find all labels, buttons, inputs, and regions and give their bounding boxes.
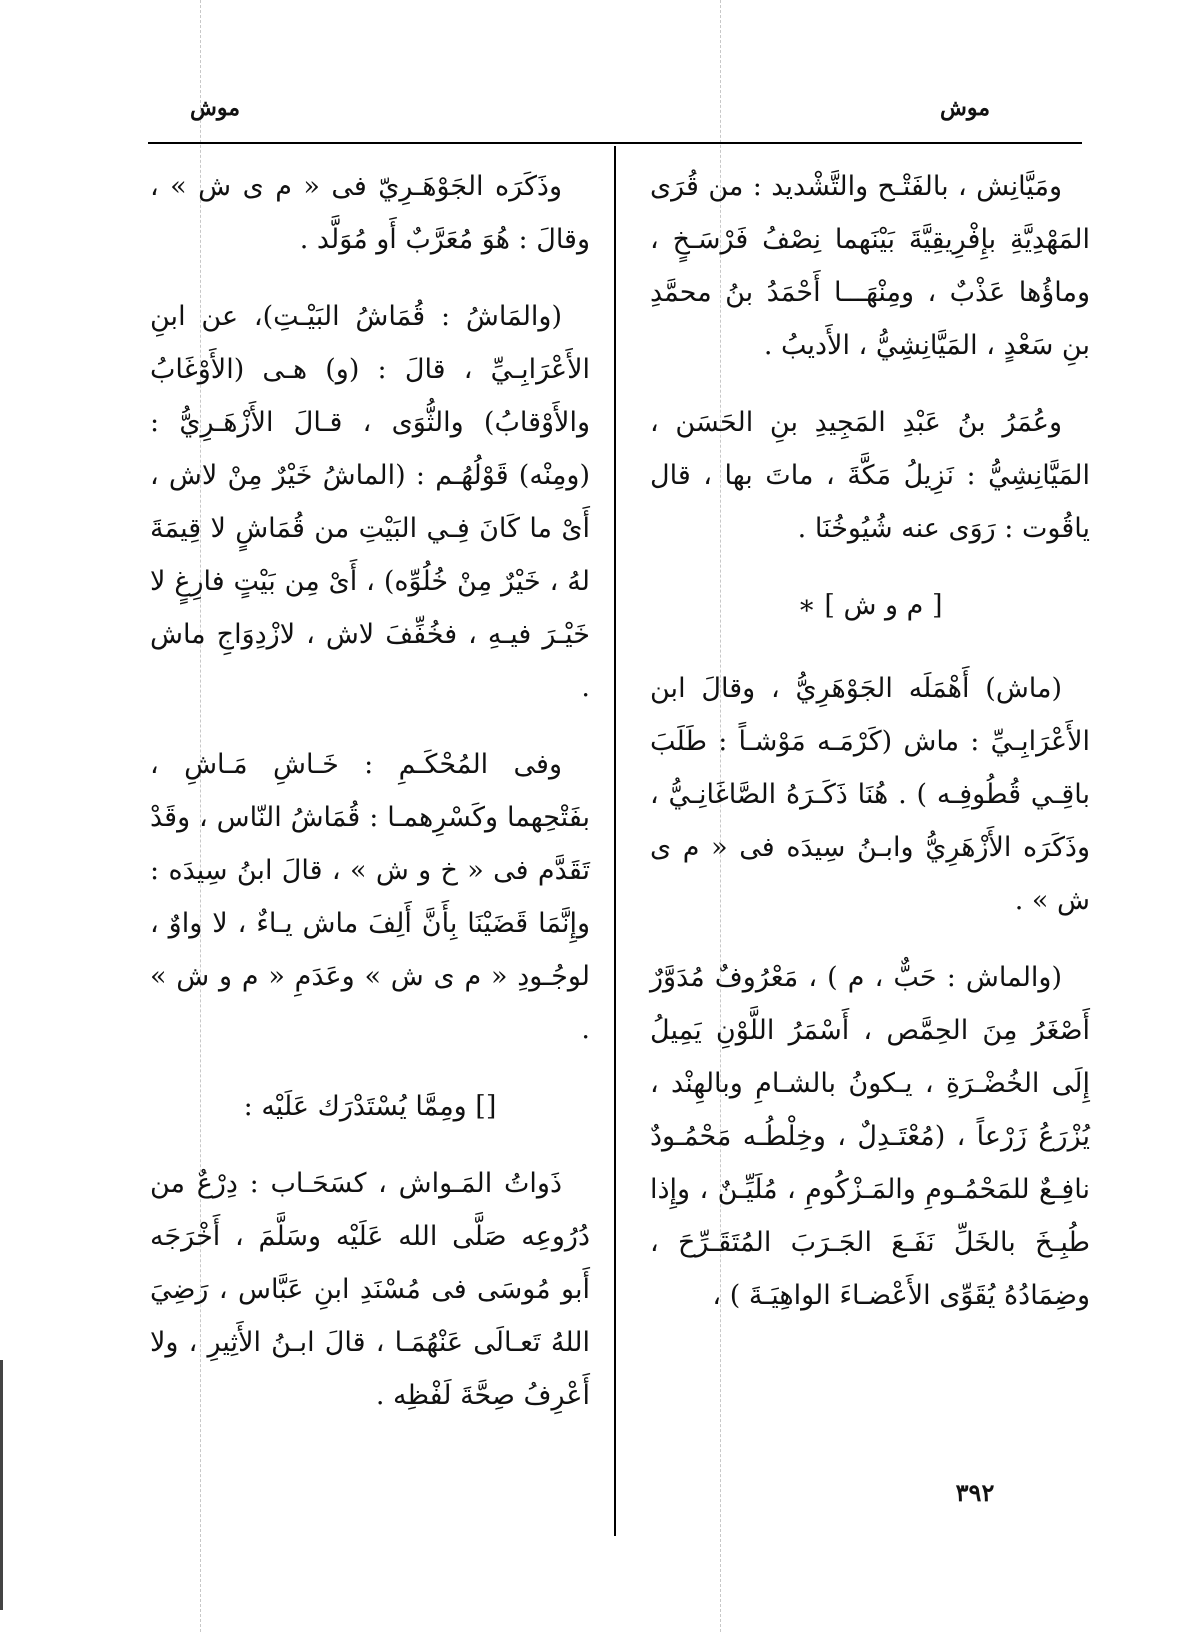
entry-heading-mwsh: [ م و ش ] ∗ [797, 590, 943, 621]
paragraph-qumash: (والمَاشُ : قُمَاشُ البَيْـتِ)، عن ابنِ الأَعْرَابِـيِّ ، قالَ : (و) هـى (الأَوْغَابُ والأَوْقابُ) والثُّوَى ، قـالَ الأَزْهَـرِيُّ : (ومِنْه) قَوْلُهُـم : (الماشُ خَيْرٌ مِنْ لاش ، أَىْ ما كَانَ فِـي البَيْتِ من قُمَاشٍ لا قِيمَةَ لهُ ، خَيْرٌ مِنْ خُلُوِّه) ، أَىْ مِن بَيْتٍ فارِغٍ لا خَيْـرَ فيـهِ ، فخُفِّفَ لاش ، لازْدِوَاجِ ماش . [150, 301, 590, 703]
paragraph-mash-entry: (ماش) أَهْمَلَه الجَوْهَرِيُّ ، وقالَ ابن الأَعْرَابِـيِّ : ماش (كَرْمَـه مَوْشـاً : طَلَبَ باقِـي قُطُوفِـه ) . هُنَا ذَكَـرَهُ الصَّاغَانِـيُّ ، وذَكَرَه الأَزْهَرِيُّ وابـنُ سِيدَه فى « م ى ش » . [650, 673, 1090, 916]
header-headword-left: موش [190, 95, 241, 121]
paragraph-jawhari: وذَكَرَه الجَوْهَـرِيّ فى « م ى ش » ، وقالَ : هُوَ مُعَرَّبٌ أَو مُوَلَّد . [150, 171, 590, 255]
paragraph-mash-grain: (والماش : حَبٌّ ، م ) ، مَعْرُوفٌ مُدَوَّرٌ أَصْغَرُ مِنَ الحِمَّص ، أَسْمَرُ اللَّوْنِ يَمِيلُ إِلَى الخُضْـرَةِ ، يـكونُ بالشـامِ وبالهِنْد ، يُزْرَعُ زَرْعاً ، (مُعْتَـدِلٌ ، وخِلْطُـه مَحْمُـودٌ نافِـعٌ للمَحْمُـومِ والمَـزْكُومِ ، مُلَيِّـنٌ ، وإِذا طُبِـخَ بالخَلِّ نَفَـعَ الجَـرَبَ المُتَقَـرِّحَ ، وضِمَادُهُ يُقَوِّى الأَعْضـاءَ الواهِيَـةَ ) ، [650, 962, 1090, 1311]
paragraph-dhawat-al-mawash: ذَواتُ المَـواش ، كسَحَـاب : دِرْعٌ من دُرُوعِه صَلَّى الله عَلَيْه وسَلَّمَ ، أَخْرَجَه أَبو مُوسَى فى مُسْنَدِ ابنِ عَبَّاس ، رَضِيَ اللهُ تَعـالَى عَنْهُمَـا ، قالَ ابـنُ الأَثِيرِ ، ولا أَعْرِفُ صِحَّةَ لَفْظِه . [150, 1168, 590, 1411]
right-column [650, 160, 1090, 1346]
column-divider [614, 146, 616, 1536]
page-header [150, 95, 1080, 135]
addendum-heading: [] ومِمَّا يُسْتَدْرَك عَلَيْه : [243, 1091, 497, 1122]
left-column [150, 160, 590, 1446]
header-headword-right: موش [939, 95, 990, 121]
header-rule [148, 142, 1082, 144]
paragraph-muhkam: وفى المُحْكَـمِ : خَـاشِ مَـاشِ ، بفَتْحِهما وكَسْرِهمـا : قُمَاشُ النّاس ، وقَدْ تَقَدَّم فى « خ و ش » ، قالَ ابنُ سِيدَه : وإِنَّمَا قَضَيْنَا بِأَنَّ أَلِفَ ماش يـاءٌ ، لا واوٌ ، لوجُـودِ « م ى ش » وعَدَمِ « م و ش » . [150, 749, 590, 1045]
paragraph-umar-mayyanishi: وعُمَرُ بنُ عَبْدِ المَجِيدِ بنِ الحَسَن ، المَيَّانِشِيُّ : نَزِيلُ مَكَّةَ ، ماتَ بها ، قال ياقُوت : رَوَى عنه شُيُوخُنَا . [650, 407, 1090, 544]
page-number: ٣٩٢ [955, 1478, 995, 1507]
scan-edge-mark [0, 1360, 3, 1610]
paragraph-mayyanish: ومَيَّانِش ، بالفَتْـح والتَّشْديد : من قُرَى المَهْدِيَّةِ بإِفْرِيقِيَّةَ بَيْنَهما نِصْفُ فَرْسَـخٍ ، وماؤُها عَذْبٌ ، ومِنْهَـــا أَحْمَدُ بنُ محمَّدِ بنِ سَعْدٍ ، المَيَّانِشِيُّ ، الأَديبُ . [650, 171, 1090, 361]
